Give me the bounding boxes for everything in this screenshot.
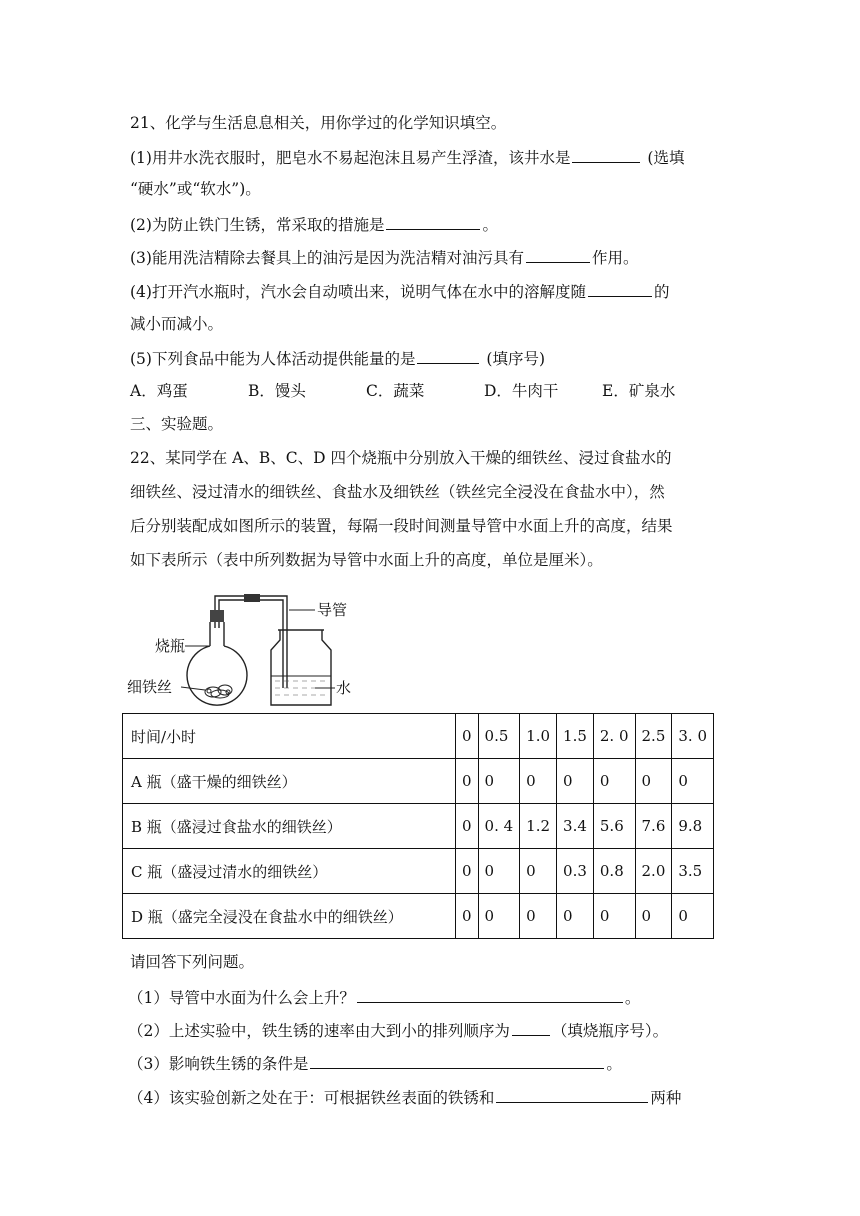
table-cell: 0.3 bbox=[557, 849, 594, 894]
table-cell: 5.6 bbox=[593, 804, 635, 849]
table-cell: 0 bbox=[672, 894, 714, 939]
table-header-cell: 1.0 bbox=[520, 714, 557, 759]
q22-line1: 22、某同学在 A、B、C、D 四个烧瓶中分别放入干燥的细铁丝、浸过食盐水的 bbox=[130, 449, 672, 467]
table-cell: 0. 4 bbox=[478, 804, 520, 849]
q22-line3: 后分别装配成如图所示的装置，每隔一段时间测量导管中水面上升的高度，结果 bbox=[130, 517, 673, 535]
answer-1 bbox=[128, 986, 640, 1008]
label-wire: 细铁丝 bbox=[127, 678, 173, 696]
q21-p5-hint: (填序号) bbox=[481, 350, 545, 368]
q21-p1-text: (1)用井水洗衣服时，肥皂水不易起泡沫且易产生浮渣，该井水是 bbox=[130, 149, 571, 167]
q21-p2-blank[interactable] bbox=[386, 213, 480, 230]
label-tube: 导管 bbox=[317, 601, 348, 619]
label-water: 水 bbox=[336, 679, 352, 697]
table-cell: 0 bbox=[557, 894, 594, 939]
answer-2 bbox=[128, 1019, 668, 1041]
q21-p1-hint: (选填 bbox=[642, 149, 685, 167]
table-cell: 9.8 bbox=[672, 804, 714, 849]
table-cell: C 瓶（盛浸过清水的细铁丝） bbox=[123, 849, 456, 894]
option-a: A．鸡蛋 bbox=[130, 382, 188, 400]
q22-line4: 如下表所示（表中所列数据为导管中水面上升的高度，单位是厘米）。 bbox=[130, 551, 603, 569]
table-cell: 0 bbox=[672, 759, 714, 804]
table-cell: 3.4 bbox=[557, 804, 594, 849]
answer-3-end: 。 bbox=[606, 1055, 622, 1073]
q21-p1-blank[interactable] bbox=[572, 146, 640, 163]
flask bbox=[187, 610, 247, 705]
answer-3 bbox=[128, 1052, 622, 1074]
table-cell: 0 bbox=[456, 759, 479, 804]
answer-4-end: 两种 bbox=[650, 1089, 682, 1107]
table-cell: 0 bbox=[635, 894, 672, 939]
table-cell: 0 bbox=[635, 759, 672, 804]
answer-4-blank[interactable] bbox=[496, 1086, 648, 1103]
q21-options bbox=[130, 381, 675, 401]
q21-p3-end: 作用。 bbox=[591, 249, 639, 267]
option-b: B．馒头 bbox=[248, 382, 306, 400]
table-cell: 0.8 bbox=[593, 849, 635, 894]
table-cell: 0 bbox=[478, 849, 520, 894]
q21-p5-text: (5)下列食品中能为人体活动提供能量的是 bbox=[130, 350, 416, 368]
q21-p4-blank[interactable] bbox=[588, 280, 652, 297]
answer-1-text: （1）导管中水面为什么会上升？ bbox=[128, 989, 355, 1007]
answer-3-blank[interactable] bbox=[310, 1052, 604, 1069]
table-row bbox=[123, 759, 714, 804]
q21-p2-end: 。 bbox=[482, 216, 498, 234]
table-cell: 0 bbox=[593, 894, 635, 939]
q21-p4-text: (4)打开汽水瓶时，汽水会自动喷出来，说明气体在水中的溶解度随 bbox=[130, 283, 586, 301]
answer-4-text: （4）该实验创新之处在于：可根据铁丝表面的铁锈和 bbox=[128, 1089, 495, 1107]
table-cell: 0 bbox=[456, 804, 479, 849]
table-cell: 7.6 bbox=[635, 804, 672, 849]
table-cell: 0 bbox=[520, 849, 557, 894]
q21-part2 bbox=[130, 213, 498, 235]
table-cell: 0 bbox=[478, 759, 520, 804]
table-header-cell: 1.5 bbox=[557, 714, 594, 759]
iron-wire bbox=[205, 685, 232, 698]
table-header-cell: 时间/小时 bbox=[123, 714, 456, 759]
table-cell: B 瓶（盛浸过食盐水的细铁丝） bbox=[123, 804, 456, 849]
q21-p5-blank[interactable] bbox=[417, 347, 479, 364]
table-header-cell: 3. 0 bbox=[672, 714, 714, 759]
table-cell: D 瓶（盛完全浸没在食盐水中的细铁丝） bbox=[123, 894, 456, 939]
label-flask: 烧瓶 bbox=[155, 637, 186, 655]
q22-line2: 细铁丝、浸过清水的细铁丝、食盐水及细铁丝（铁丝完全浸没在食盐水中），然 bbox=[130, 483, 665, 501]
table-header-cell: 0.5 bbox=[478, 714, 520, 759]
water-bottle bbox=[271, 630, 331, 705]
option-c: C．蔬菜 bbox=[366, 382, 425, 400]
table-cell: A 瓶（盛干燥的细铁丝） bbox=[123, 759, 456, 804]
q21-part4 bbox=[130, 280, 669, 302]
table-row bbox=[123, 804, 714, 849]
table-header-cell: 2.5 bbox=[635, 714, 672, 759]
q21-p2-text: (2)为防止铁门生锈，常采取的措施是 bbox=[130, 216, 385, 234]
q21-p3-text: (3)能用洗洁精除去餐具上的油污是因为洗洁精对油污具有 bbox=[130, 249, 524, 267]
table-cell: 0 bbox=[456, 894, 479, 939]
q21-part5 bbox=[130, 347, 545, 369]
answer-prompt: 请回答下列问题。 bbox=[130, 953, 255, 971]
connecting-tube bbox=[215, 596, 287, 688]
option-e: E．矿泉水 bbox=[602, 382, 676, 400]
answer-3-text: （3）影响铁生锈的条件是 bbox=[128, 1055, 309, 1073]
tube-clamp bbox=[244, 594, 260, 602]
table-cell: 0 bbox=[478, 894, 520, 939]
q21-p4-end: 的 bbox=[653, 283, 670, 301]
answer-2-blank[interactable] bbox=[512, 1019, 550, 1036]
table-header-row bbox=[123, 714, 714, 759]
answer-1-blank[interactable] bbox=[357, 986, 623, 1003]
q21-part1 bbox=[130, 146, 684, 168]
rust-data-table bbox=[122, 713, 714, 939]
answer-4 bbox=[128, 1086, 681, 1108]
table-header-cell: 2. 0 bbox=[593, 714, 635, 759]
q21-part1-cont: “硬水”或“软水”)。 bbox=[130, 180, 261, 198]
answer-1-end: 。 bbox=[624, 989, 641, 1007]
table-cell: 0 bbox=[456, 849, 479, 894]
table-cell: 0 bbox=[520, 894, 557, 939]
q21-intro: 21、化学与生活息息相关，用你学过的化学知识填空。 bbox=[130, 114, 507, 132]
table-cell: 1.2 bbox=[520, 804, 557, 849]
q21-part3 bbox=[130, 246, 638, 268]
table-header-cell: 0 bbox=[456, 714, 479, 759]
q21-part4-cont: 减小而减小。 bbox=[130, 315, 224, 333]
table-row bbox=[123, 894, 714, 939]
table-cell: 3.5 bbox=[672, 849, 714, 894]
table-cell: 2.0 bbox=[635, 849, 672, 894]
table-cell: 0 bbox=[520, 759, 557, 804]
option-d: D．牛肉干 bbox=[484, 382, 559, 400]
q21-p3-blank[interactable] bbox=[526, 246, 590, 263]
answer-2-text: （2）上述实验中，铁生锈的速率由大到小的排列顺序为 bbox=[128, 1022, 510, 1040]
apparatus-figure bbox=[125, 588, 385, 708]
section-3-heading: 三、实验题。 bbox=[130, 415, 224, 433]
table-cell: 0 bbox=[557, 759, 594, 804]
table-row bbox=[123, 849, 714, 894]
table-cell: 0 bbox=[593, 759, 635, 804]
answer-2-hint: （填烧瓶序号）。 bbox=[551, 1022, 669, 1040]
